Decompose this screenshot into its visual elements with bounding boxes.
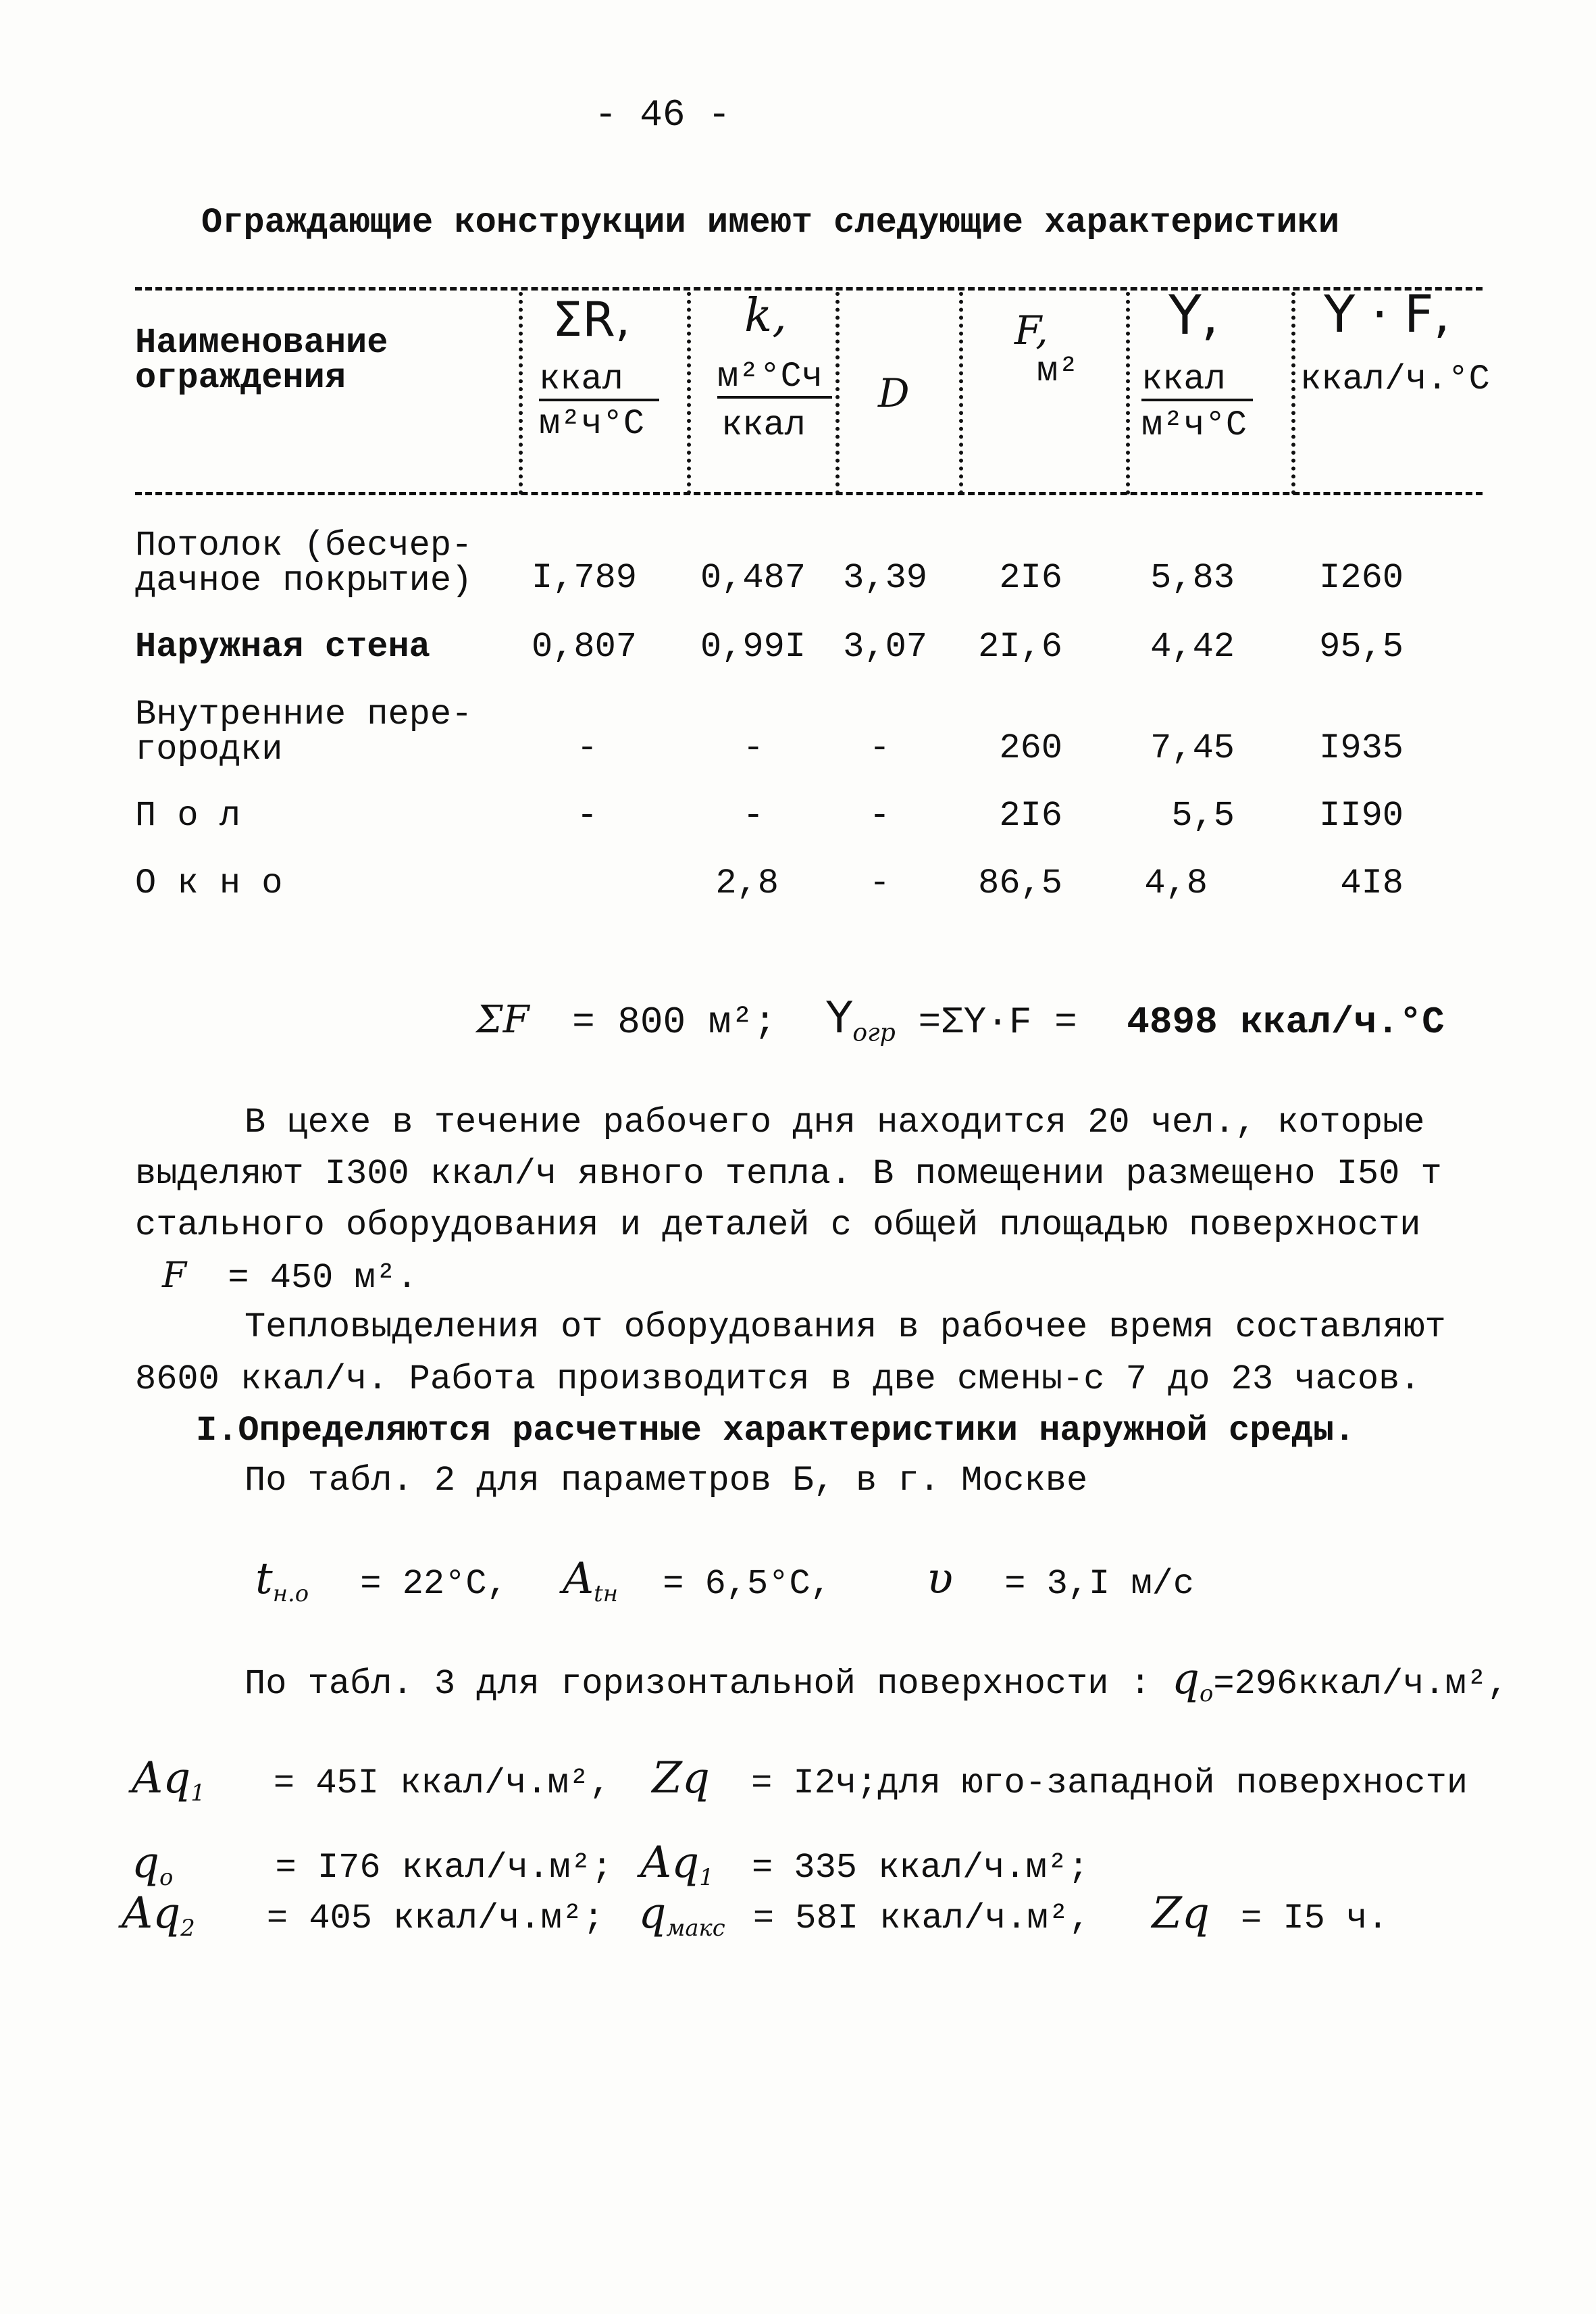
t-value: = 22°С, — [360, 1564, 508, 1604]
a-subscript: tн — [594, 1580, 619, 1607]
zq2-symbol: Zq — [1152, 1888, 1210, 1938]
sum-f-label: ΣF — [476, 998, 530, 1042]
aq2-symbol: Aq — [122, 1888, 181, 1938]
qmax-subscript: макс — [666, 1914, 725, 1941]
row-d-value: - — [869, 796, 890, 836]
q0-sw-symbol: q — [132, 1838, 159, 1888]
col-separator — [687, 292, 691, 495]
aq2-value: = 405 ккал/ч.м²; — [266, 1898, 604, 1938]
paragraph-line: Тепловыделения от оборудования в рабочее время составляют — [244, 1307, 1446, 1347]
row-k-value: - — [742, 728, 764, 768]
row-y-value: 4,8 — [1144, 863, 1208, 903]
solar-line-3 — [122, 1888, 1389, 1941]
row-r-value: - — [576, 796, 598, 836]
table-top-rule — [135, 287, 1483, 291]
header-k-den: ккал — [721, 405, 806, 445]
paragraph-line: В цехе в течение рабочего дня находится 20 чел., которые — [244, 1103, 1425, 1142]
aq1-sw-subscript: 1 — [699, 1863, 714, 1890]
aq1-sw-value: = 335 ккал/ч.м²; — [751, 1848, 1089, 1888]
q0-symbol: q — [1172, 1654, 1200, 1704]
header-f-symbol: F, — [1014, 307, 1048, 353]
row-name-line1: П о л — [135, 796, 241, 836]
paragraph-line: 8600 ккал/ч. Работа производится в две смены-с 7 до 23 часов. — [135, 1359, 1421, 1399]
solar-intro: По табл. 3 для горизонтальной поверхности : — [244, 1664, 1151, 1704]
q0-value: =296ккал/ч.м², — [1213, 1664, 1509, 1704]
header-f-unit: м² — [1037, 351, 1079, 391]
v-symbol: υ — [927, 1554, 953, 1604]
climate-line — [255, 1554, 1195, 1607]
header-r-den: м²ч°С — [539, 404, 645, 444]
intro-text: Ограждающие конструкции имеют следующие характеристики — [201, 203, 1340, 243]
row-y-value: 5,5 — [1171, 796, 1235, 836]
row-f-value: 2I,6 — [978, 627, 1062, 667]
qmax-value: = 58I ккал/ч.м², — [752, 1898, 1091, 1938]
step-1-heading: I.Определяются расчетные характеристики наружной среды. — [196, 1411, 1356, 1451]
col-separator — [959, 292, 963, 495]
row-y-value: 7,45 — [1150, 728, 1235, 768]
page-number: - 46 - — [594, 93, 731, 136]
row-d-value: - — [869, 863, 890, 903]
q0-sw-subscript: о — [159, 1863, 174, 1890]
zq-symbol: Zq — [652, 1753, 710, 1803]
row-r-value: - — [576, 728, 598, 768]
row-name-line1: Внутренние пере- — [135, 695, 473, 734]
row-r-value: 0,807 — [531, 627, 637, 667]
paragraph-line — [162, 1255, 417, 1298]
col-separator — [519, 292, 523, 495]
row-d-value: 3,39 — [843, 558, 927, 598]
row-y-value: 5,83 — [1150, 558, 1235, 598]
row-f-value: 260 — [999, 728, 1062, 768]
header-y-den: м²ч°С — [1141, 405, 1247, 445]
row-yf-value: 95,5 — [1319, 627, 1404, 667]
header-yf-unit: ккал/ч.°С — [1300, 359, 1490, 399]
paragraph-line: По табл. 2 для параметров Б, в г. Москве — [244, 1461, 1088, 1501]
solar-intro-line — [244, 1654, 1509, 1707]
header-name-line1: Наименование — [135, 323, 388, 363]
paragraph-line: стального оборудования и деталей с общей площадью поверхности — [135, 1205, 1421, 1245]
row-name-line1: О к н о — [135, 863, 283, 903]
aq1-symbol: Aq — [132, 1753, 191, 1803]
solar-line-2 — [132, 1838, 1089, 1888]
header-name-line2: ограждения — [135, 358, 346, 398]
y-subscript: огр — [852, 1017, 896, 1047]
row-f-value: 86,5 — [978, 863, 1062, 903]
row-yf-value: I260 — [1319, 558, 1404, 598]
aq1-subscript: 1 — [190, 1779, 205, 1806]
header-k-num: м²°Сч — [717, 359, 832, 399]
row-r-value: I,789 — [531, 558, 637, 598]
v-value: = 3,I м/с — [1004, 1564, 1195, 1604]
y-value: 4898 ккал/ч.°С — [1127, 1001, 1445, 1044]
header-k-symbol: k, — [744, 289, 787, 343]
t-subscript: н.о — [272, 1580, 309, 1607]
header-r-num: ккал — [539, 361, 659, 401]
row-name-line2: городки — [135, 730, 283, 770]
a-value: = 6,5°С, — [663, 1564, 831, 1604]
header-y-num: ккал — [1141, 361, 1253, 401]
y-label: Y — [826, 993, 853, 1043]
zq-value: = I2ч;для юго-западной поверхности — [751, 1763, 1468, 1803]
aq2-subscript: 2 — [180, 1914, 195, 1941]
row-name-line1: Наружная стена — [135, 627, 430, 667]
sum-f-value: = 800 м²; — [572, 1001, 777, 1044]
y-equation: =ΣY·F = — [918, 1001, 1077, 1044]
row-k-value: 0,487 — [700, 558, 806, 598]
aq1-sw-symbol: Aq — [640, 1838, 700, 1888]
solar-line-1 — [132, 1753, 1468, 1806]
row-name-line2: дачное покрытие) — [135, 561, 473, 601]
table-header-rule — [135, 492, 1483, 495]
zq2-value: = I5 ч. — [1241, 1898, 1389, 1938]
col-separator — [1291, 292, 1295, 495]
row-yf-value: 4I8 — [1340, 863, 1404, 903]
row-name-line1: Потолок (бесчер- — [135, 526, 473, 565]
row-d-value: - — [869, 728, 890, 768]
area-f-symbol: F — [162, 1255, 187, 1296]
a-symbol: A — [562, 1554, 594, 1604]
summary-formula — [476, 993, 1445, 1047]
row-k-value: 2,8 — [715, 863, 779, 903]
row-k-value: 0,99I — [700, 627, 806, 667]
qmax-symbol: q — [638, 1888, 667, 1938]
row-k-value: - — [742, 796, 764, 836]
col-separator — [835, 292, 840, 495]
header-d-symbol: D — [878, 370, 910, 416]
q0-sw-value: = I76 ккал/ч.м²; — [275, 1848, 613, 1888]
t-symbol: t — [255, 1554, 273, 1604]
header-y-symbol: Y, — [1168, 284, 1219, 347]
header-yf-symbol: Y · F, — [1324, 284, 1450, 344]
col-separator — [1126, 292, 1130, 495]
row-f-value: 2I6 — [999, 558, 1062, 598]
row-yf-value: I935 — [1319, 728, 1404, 768]
header-r-symbol: ΣR, — [552, 292, 631, 347]
row-y-value: 4,42 — [1150, 627, 1235, 667]
aq1-value: = 45I ккал/ч.м², — [273, 1763, 611, 1803]
row-yf-value: II90 — [1319, 796, 1404, 836]
q0-subscript: о — [1200, 1680, 1214, 1707]
area-f-value: = 450 м². — [228, 1258, 418, 1298]
paragraph-line: выделяют I300 ккал/ч явного тепла. В помещении размещено I50 т — [135, 1154, 1442, 1194]
row-f-value: 2I6 — [999, 796, 1062, 836]
row-d-value: 3,07 — [843, 627, 927, 667]
